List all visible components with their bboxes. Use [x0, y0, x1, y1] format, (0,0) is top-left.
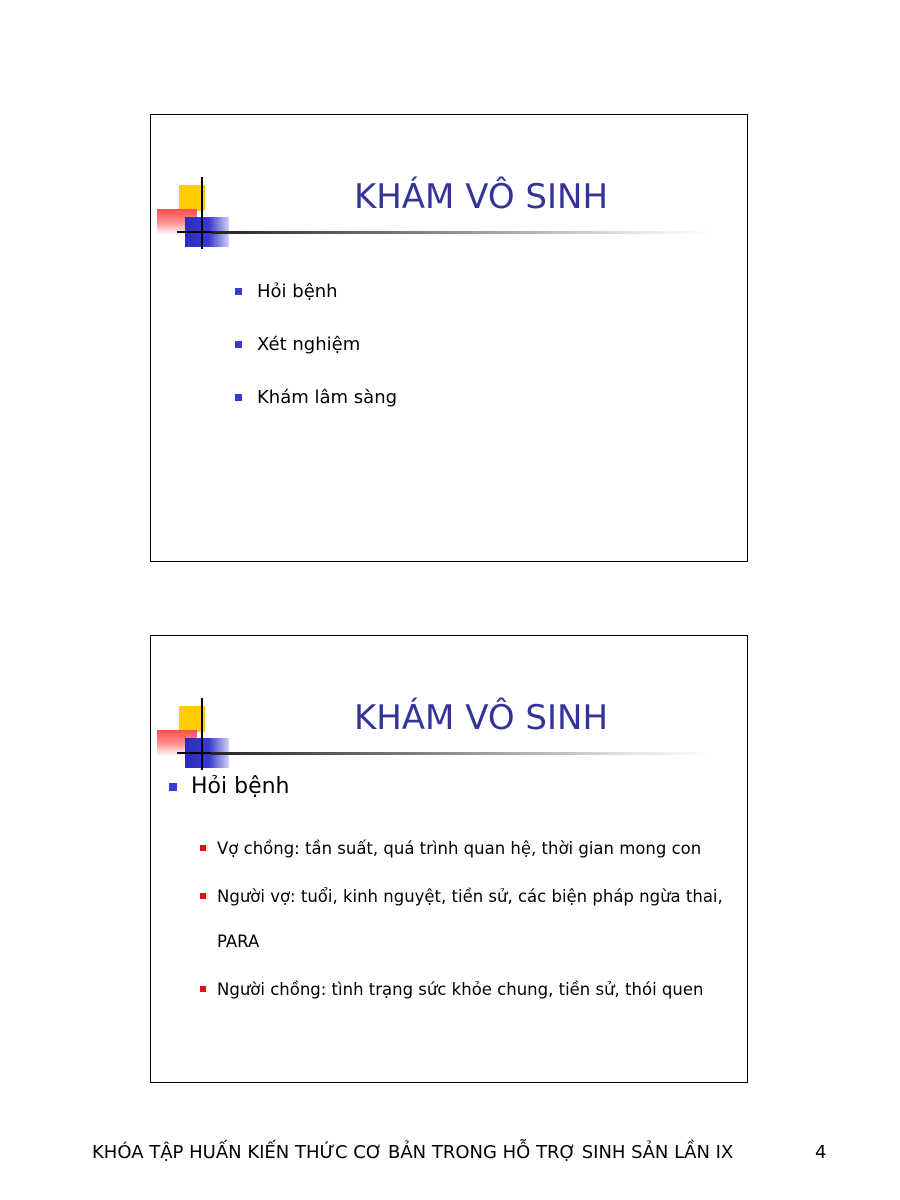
main-bullet-text: Hỏi bệnh — [191, 774, 290, 799]
red-bullet-icon — [200, 893, 206, 899]
list-item — [235, 265, 397, 318]
square-bullet-icon — [235, 394, 242, 401]
list-item — [197, 967, 737, 1012]
slide-1 — [150, 114, 748, 562]
main-bullet — [169, 774, 290, 799]
slide-logo-icon — [155, 177, 235, 249]
logo-horizontal-line — [177, 752, 213, 754]
page-number: 4 — [815, 1142, 827, 1163]
logo-vertical-line — [201, 698, 203, 770]
logo-horizontal-line — [177, 231, 213, 233]
bullet-text: Hỏi bệnh — [257, 281, 338, 302]
title-underline — [211, 231, 711, 234]
title-underline — [211, 752, 711, 755]
sub-bullet-list — [197, 826, 737, 1015]
list-item — [235, 371, 397, 424]
sub-bullet-text: Người chồng: tình trạng sức khỏe chung, tiền sử, thói quen — [217, 980, 704, 999]
footer-text: KHÓA TẬP HUẤN KIẾN THỨC CƠ BẢN TRONG HỖ TRỢ SINH SẢN LẦN IX — [92, 1142, 734, 1163]
list-item — [197, 826, 737, 871]
list-item — [197, 874, 737, 964]
bullet-text: Xét nghiệm — [257, 334, 361, 355]
sub-bullet-text: Vợ chồng: tần suất, quá trình quan hệ, thời gian mong con — [217, 839, 702, 858]
slide-title: KHÁM VÔ SINH — [353, 698, 609, 738]
slide-logo-icon — [155, 698, 235, 770]
bullet-text: Khám lâm sàng — [257, 387, 398, 408]
slide-title: KHÁM VÔ SINH — [353, 177, 609, 217]
square-bullet-icon — [235, 288, 242, 295]
red-bullet-icon — [200, 986, 206, 992]
bullet-list — [235, 265, 397, 424]
list-item — [235, 318, 397, 371]
logo-vertical-line — [201, 177, 203, 249]
square-bullet-icon — [169, 783, 177, 791]
slide-2 — [150, 635, 748, 1083]
square-bullet-icon — [235, 341, 242, 348]
red-bullet-icon — [200, 845, 206, 851]
sub-bullet-text: Người vợ: tuổi, kinh nguyệt, tiền sử, các biện pháp ngừa thai, PARA — [217, 887, 723, 951]
